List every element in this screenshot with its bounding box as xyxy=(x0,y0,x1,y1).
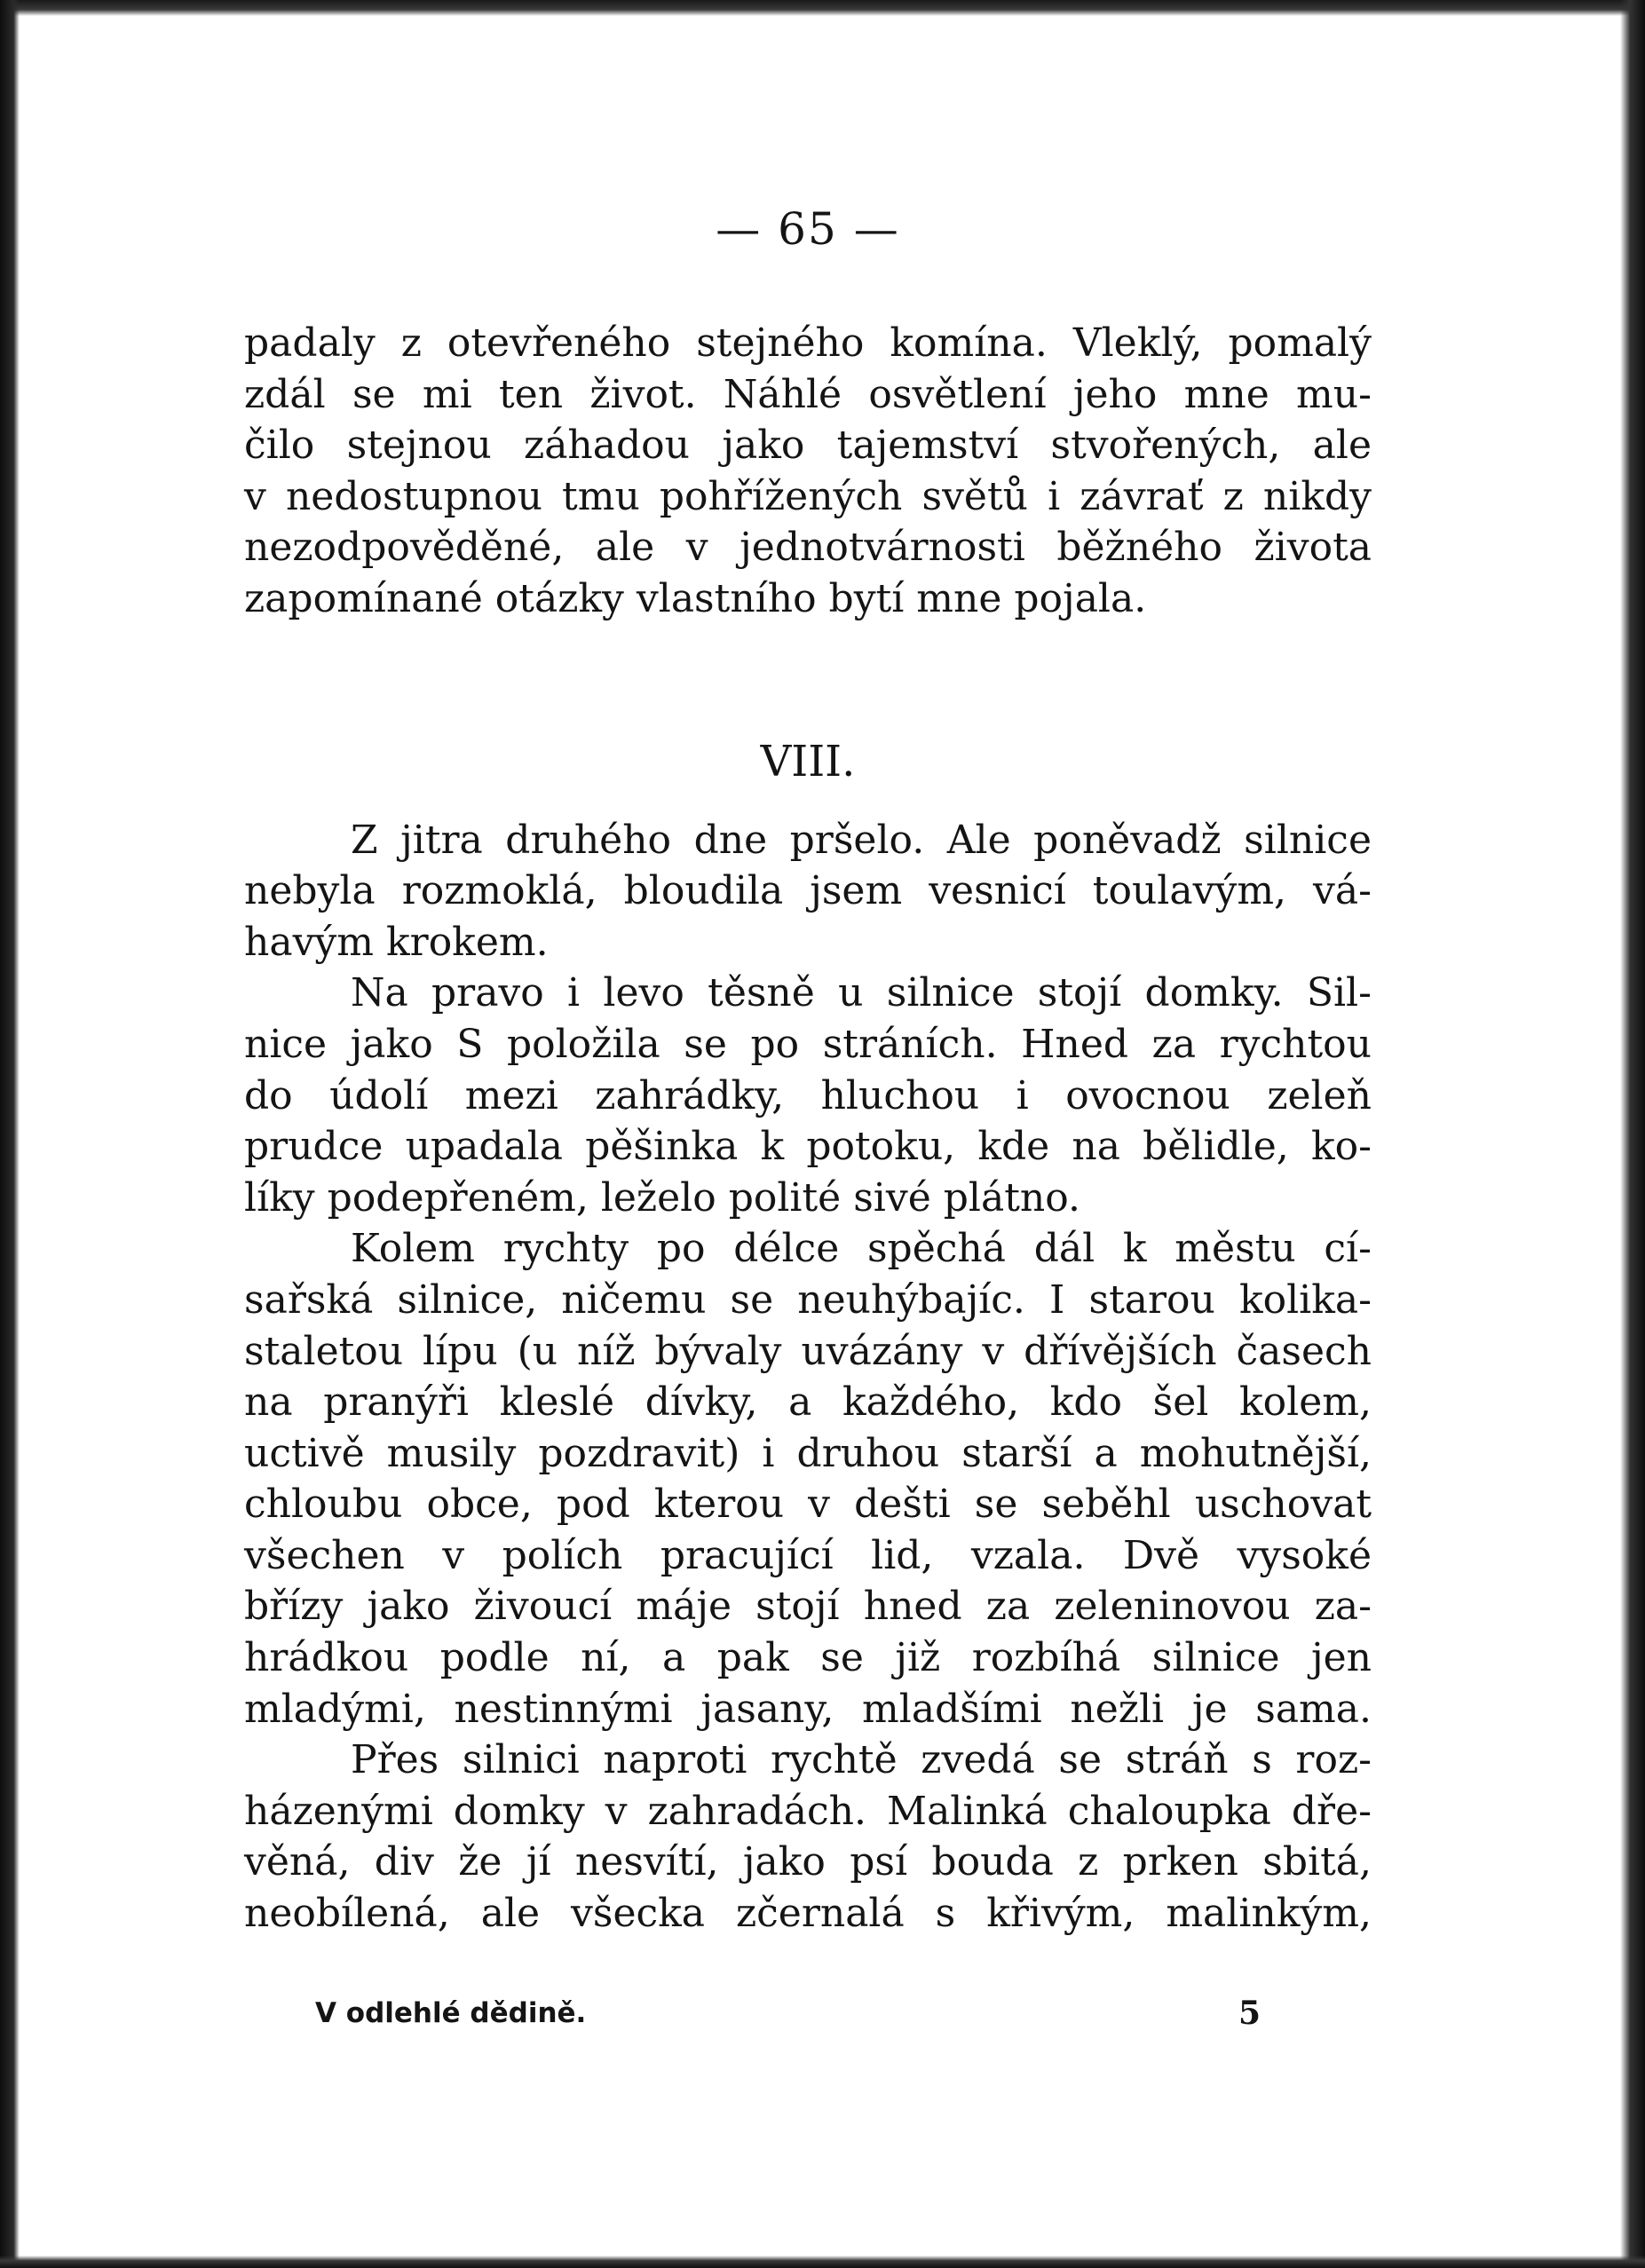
text-line: na pranýři kleslé dívky, a každého, kdo šel kolem, xyxy=(244,1379,1372,1426)
paragraph-1 xyxy=(244,815,1372,968)
text-line: házenými domky v zahradách. Malinká chaloupka dře- xyxy=(244,1788,1372,1834)
text-line: mladými, nestinnými jasany, mladšími nežli je sama. xyxy=(244,1686,1372,1732)
text-line: Kolem rychty po délce spěchá dál k městu cí- xyxy=(351,1226,1372,1272)
text-line: nice jako S položila se po stráních. Hned za rychtou xyxy=(244,1021,1372,1067)
text-line: nezodpověděné, ale v jednotvárnosti běžného života xyxy=(244,525,1372,571)
text-line: hrádkou podle ní, a pak se již rozbíhá silnice jen xyxy=(244,1635,1372,1681)
scan-edge-top xyxy=(0,0,1645,16)
signature-title: V odlehlé dědině. xyxy=(315,1997,587,2029)
paragraph-2 xyxy=(244,968,1372,1223)
paragraph-3 xyxy=(244,1223,1372,1735)
text-line: zapomínané otázky vlastního bytí mne pojala. xyxy=(244,575,1147,621)
book-page xyxy=(244,202,1372,1940)
text-line: do údolí mezi zahrádky, hluchou i ovocnou zeleň xyxy=(244,1072,1372,1118)
text-line: havým krokem. xyxy=(244,919,549,965)
text-line: Přes silnici naproti rychtě zvedá se stráň s roz- xyxy=(351,1737,1372,1783)
signature-number: 5 xyxy=(1238,1995,1261,2032)
text-line: Z jitra druhého dne pršelo. Ale poněvadž silnice xyxy=(351,817,1372,863)
text-line: líky podepřeném, leželo polité sivé plátno. xyxy=(244,1174,1080,1221)
text-line: chloubu obce, pod kterou v dešti se seběhl uschovat xyxy=(244,1482,1372,1528)
chapter-heading: VIII. xyxy=(760,736,856,786)
signature-footer xyxy=(315,1995,1261,2031)
paragraph-4 xyxy=(244,1735,1372,1939)
text-line: břízy jako živoucí máje stojí hned za zeleninovou za- xyxy=(244,1584,1372,1630)
text-line: všechen v polích pracující lid, vzala. Dvě vysoké xyxy=(244,1532,1372,1578)
scan-edge-right xyxy=(1620,0,1645,2268)
scan-edge-left xyxy=(0,0,20,2268)
text-line: čilo stejnou záhadou jako tajemství stvořených, ale xyxy=(244,423,1372,469)
text-line: padaly z otevřeného stejného komína. Vleklý, pomalý xyxy=(244,320,1372,366)
scan-edge-bottom xyxy=(0,2256,1645,2268)
text-line: staletou lípu (u níž bývaly uvázány v dřívějších časech xyxy=(244,1328,1372,1374)
text-line: věná, div že jí nesvítí, jako psí bouda z prken sbitá, xyxy=(244,1839,1372,1885)
page-number: — 65 — xyxy=(716,203,900,255)
text-line: uctivě musily pozdravit) i druhou starší a mohutnější, xyxy=(244,1430,1372,1476)
text-line: prudce upadala pěšinka k potoku, kde na bělidle, ko- xyxy=(244,1124,1372,1170)
intro-paragraph xyxy=(244,318,1372,625)
text-line: v nedostupnou tmu pohřížených světů i závrať z nikdy xyxy=(244,473,1372,519)
text-line: neobílená, ale všecka zčernalá s křivým, malinkým, xyxy=(244,1891,1372,1937)
text-line: sařská silnice, ničemu se neuhýbajíc. I starou kolika- xyxy=(244,1276,1372,1323)
text-line: nebyla rozmoklá, bloudila jsem vesnicí toulavým, vá- xyxy=(244,868,1372,914)
text-line: zdál se mi ten život. Náhlé osvětlení jeho mne mu- xyxy=(244,371,1372,417)
text-line: Na pravo i levo těsně u silnice stojí domky. Sil- xyxy=(351,970,1372,1016)
